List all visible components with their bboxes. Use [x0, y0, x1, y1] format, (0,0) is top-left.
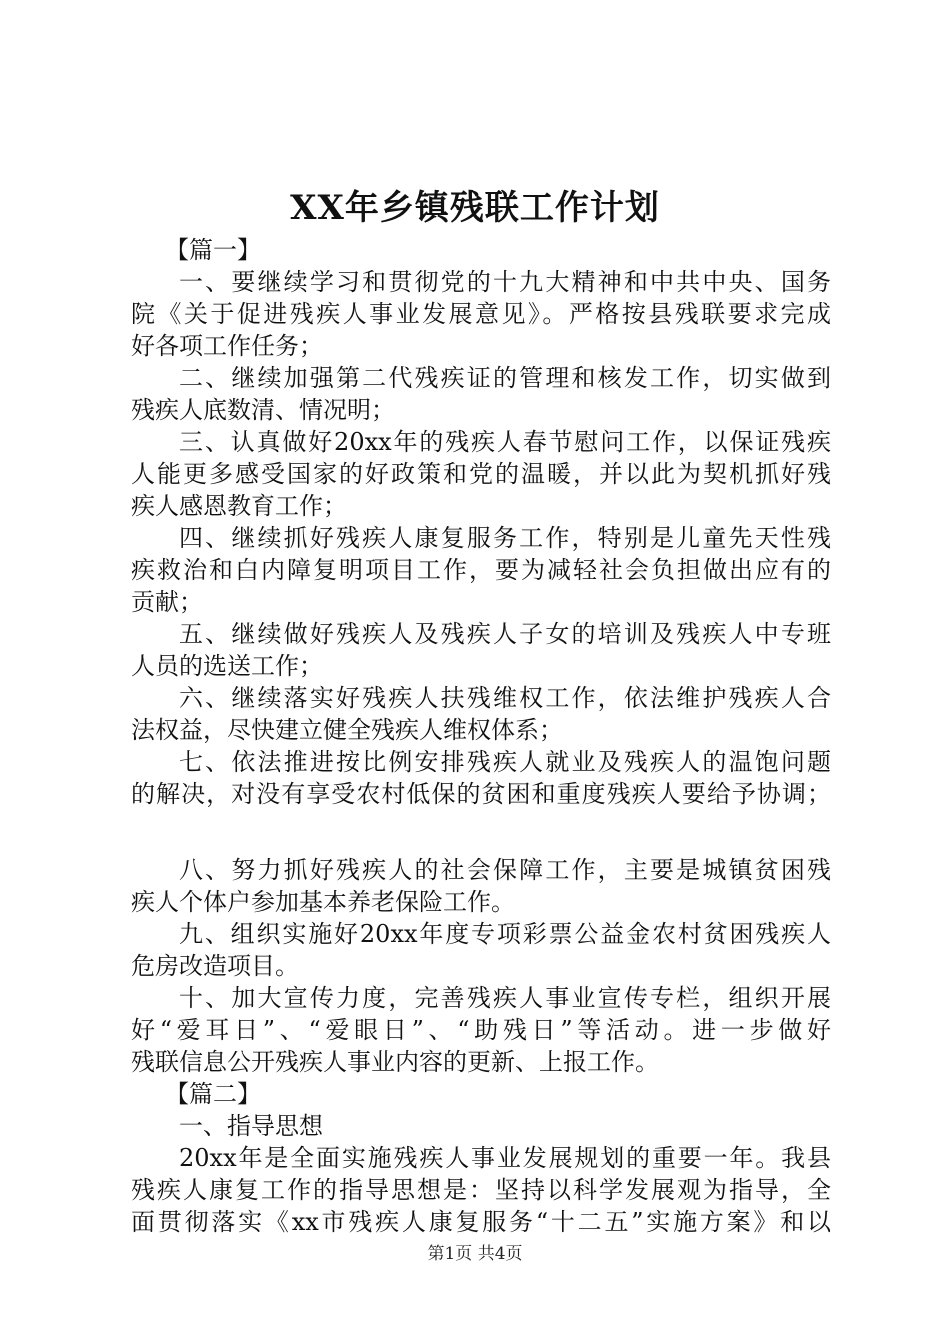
paragraph-line: 20xx年是全面实施残疾人事业发展规划的重要一年。我县: [179, 1144, 831, 1172]
paragraph-line: 二、继续加强第二代残疾证的管理和核发工作，切实做到: [179, 364, 831, 392]
paragraph-line: 五、继续做好残疾人及残疾人子女的培训及残疾人中专班: [179, 620, 831, 648]
paragraph-line: 九、组织实施好20xx年度专项彩票公益金农村贫困残疾人: [179, 920, 831, 948]
paragraph-line: 危房改造项目。: [131, 952, 299, 980]
paragraph-line: 六、继续落实好残疾人扶残维权工作，依法维护残疾人合: [179, 684, 831, 712]
document-title: XX年乡镇残联工作计划: [290, 188, 660, 228]
paragraph-line: 四、继续抓好残疾人康复服务工作，特别是儿童先天性残: [179, 524, 831, 552]
paragraph-line: 院《关于促进残疾人事业发展意见》。严格按县残联要求完成: [131, 300, 831, 328]
paragraph-line: 一、要继续学习和贯彻党的十九大精神和中共中央、国务: [179, 268, 831, 296]
paragraph-line: 残联信息公开残疾人事业内容的更新、上报工作。: [131, 1048, 659, 1076]
paragraph-line: 好“爱耳日”、“爱眼日”、“助残日”等活动。进一步做好: [131, 1016, 831, 1044]
section-heading: 【篇二】: [165, 1080, 261, 1108]
section-heading: 【篇一】: [165, 236, 261, 264]
paragraph-line: 人能更多感受国家的好政策和党的温暖，并以此为契机抓好残: [131, 460, 831, 488]
paragraph-line: 七、依法推进按比例安排残疾人就业及残疾人的温饱问题: [179, 748, 831, 776]
paragraph-line: 面贯彻落实《xx市残疾人康复服务“十二五”实施方案》和以: [131, 1208, 831, 1236]
paragraph-line: 残疾人底数清、情况明；: [131, 396, 395, 424]
paragraph-line: 疾救治和白内障复明项目工作，要为减轻社会负担做出应有的: [131, 556, 831, 584]
page-footer: 第1页 共4页: [427, 1244, 523, 1264]
blank-line: [131, 810, 831, 854]
paragraph-line: 疾人感恩教育工作；: [131, 492, 347, 520]
paragraph-line: 三、认真做好20xx年的残疾人春节慰问工作，以保证残疾: [179, 428, 831, 456]
paragraph-line: 残疾人康复工作的指导思想是：坚持以科学发展观为指导，全: [131, 1176, 831, 1204]
paragraph-line: 八、努力抓好残疾人的社会保障工作，主要是城镇贫困残: [179, 856, 831, 884]
paragraph-line: 疾人个体户参加基本养老保险工作。: [131, 888, 515, 916]
paragraph-line: 十、加大宣传力度，完善残疾人事业宣传专栏，组织开展: [179, 984, 831, 1012]
paragraph-line: 的解决，对没有享受农村低保的贫困和重度残疾人要给予协调；: [131, 780, 831, 808]
subsection-heading: 一、指导思想: [179, 1112, 323, 1140]
paragraph-line: 贡献；: [131, 588, 203, 616]
paragraph-line: 人员的选送工作；: [131, 652, 323, 680]
paragraph-line: 法权益，尽快建立健全残疾人维权体系；: [131, 716, 563, 744]
document-body: [131, 234, 831, 1238]
paragraph-line: 好各项工作任务；: [131, 332, 323, 360]
